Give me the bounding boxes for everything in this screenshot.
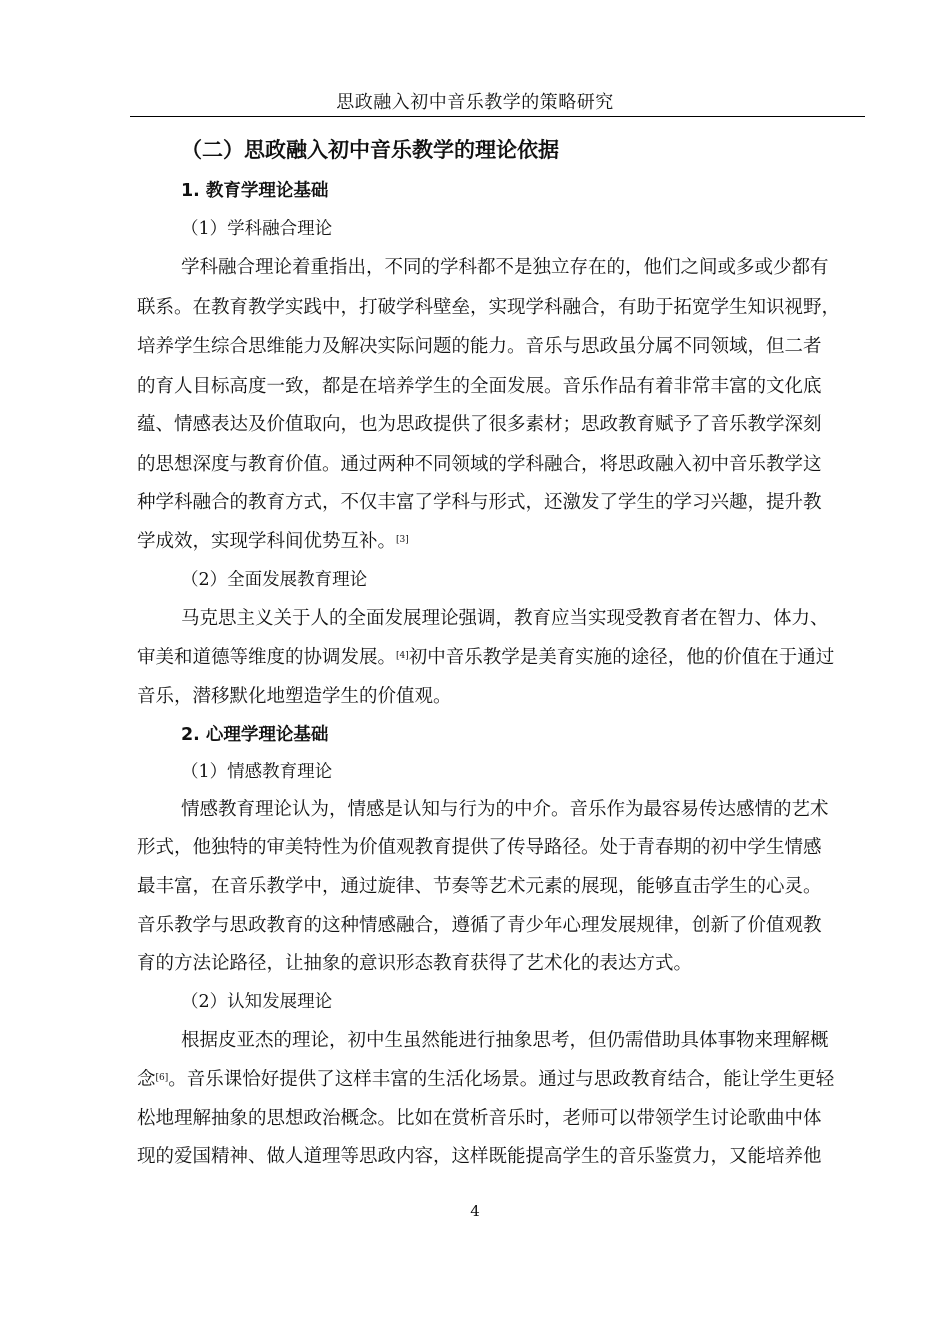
part1-sub1-heading: （1）学科融合理论 bbox=[181, 219, 333, 239]
page-number: 4 bbox=[470, 1202, 480, 1220]
paragraph-line: 马克思主义关于人的全面发展理论强调，教育应当实现受教育者在智力、体力、 bbox=[181, 608, 829, 629]
running-header: 思政融入初中音乐教学的策略研究 bbox=[336, 92, 614, 113]
paragraph-line: 音乐，潜移默化地塑造学生的价值观。 bbox=[137, 686, 452, 707]
paragraph-line: 的思想深度与教育价值。通过两种不同领域的学科融合，将思政融入初中音乐教学这 bbox=[137, 454, 822, 475]
paragraph-line: 的育人目标高度一致，都是在培养学生的全面发展。音乐作品有着非常丰富的文化底 bbox=[137, 376, 822, 397]
paragraph-text: 学成效，实现学科间优势互补。 bbox=[137, 531, 397, 552]
paragraph-line: 育的方法论路径，让抽象的意识形态教育获得了艺术化的表达方式。 bbox=[137, 953, 693, 974]
header-rule bbox=[130, 116, 865, 117]
section-heading: （二）思政融入初中音乐教学的理论依据 bbox=[181, 138, 559, 162]
paragraph-text: 初中音乐教学是美育实施的途径，他的价值在于通过 bbox=[408, 647, 835, 668]
part2-sub1-heading: （1）情感教育理论 bbox=[181, 762, 333, 782]
paragraph-line bbox=[137, 1068, 834, 1092]
paragraph-text: 。音乐课恰好提供了这样丰富的生活化场景。通过与思政教育结合，能让学生更轻 bbox=[168, 1069, 835, 1090]
paragraph-line: 联系。在教育教学实践中，打破学科壁垒，实现学科融合，有助于拓宽学生知识视野， bbox=[137, 297, 841, 318]
paragraph-line: 音乐教学与思政教育的这种情感融合，遵循了青少年心理发展规律，创新了价值观教 bbox=[137, 915, 822, 936]
paragraph-line: 学科融合理论着重指出，不同的学科都不是独立存在的，他们之间或多或少都有 bbox=[181, 257, 829, 278]
paragraph-line bbox=[137, 646, 834, 670]
paragraph-text: 审美和道德等维度的协调发展。 bbox=[137, 647, 397, 668]
paragraph-line bbox=[137, 530, 409, 554]
part2-sub2-heading: （2）认知发展理论 bbox=[181, 992, 333, 1012]
paragraph-line: 形式，他独特的审美特性为价值观教育提供了传导路径。处于青春期的初中学生情感 bbox=[137, 837, 822, 858]
citation-marker: [4] bbox=[396, 651, 409, 661]
part1-sub2-heading: （2）全面发展教育理论 bbox=[181, 570, 368, 590]
paragraph-line: 情感教育理论认为，情感是认知与行为的中介。音乐作为最容易传达感情的艺术 bbox=[181, 799, 829, 820]
paragraph-text: 念 bbox=[137, 1069, 156, 1090]
paragraph-line: 根据皮亚杰的理论，初中生虽然能进行抽象思考，但仍需借助具体事物来理解概 bbox=[181, 1030, 829, 1051]
paragraph-line: 最丰富，在音乐教学中，通过旋律、节奏等艺术元素的展现，能够直击学生的心灵。 bbox=[137, 876, 822, 897]
paragraph-line: 松地理解抽象的思想政治概念。比如在赏析音乐时，老师可以带领学生讨论歌曲中体 bbox=[137, 1108, 822, 1129]
paragraph-line: 蕴、情感表达及价值取向，也为思政提供了很多素材；思政教育赋予了音乐教学深刻 bbox=[137, 414, 822, 435]
citation-marker: [6] bbox=[155, 1073, 169, 1083]
citation-marker: [3] bbox=[396, 535, 409, 545]
paragraph-line: 培养学生综合思维能力及解决实际问题的能力。音乐与思政虽分属不同领域，但二者 bbox=[137, 336, 822, 357]
part2-heading: 2. 心理学理论基础 bbox=[181, 725, 329, 745]
paragraph-line: 种学科融合的教育方式，不仅丰富了学科与形式，还激发了学生的学习兴趣，提升教 bbox=[137, 492, 822, 513]
part1-heading: 1. 教育学理论基础 bbox=[181, 181, 329, 201]
paragraph-line: 现的爱国精神、做人道理等思政内容，这样既能提高学生的音乐鉴赏力，又能培养他 bbox=[137, 1146, 822, 1167]
